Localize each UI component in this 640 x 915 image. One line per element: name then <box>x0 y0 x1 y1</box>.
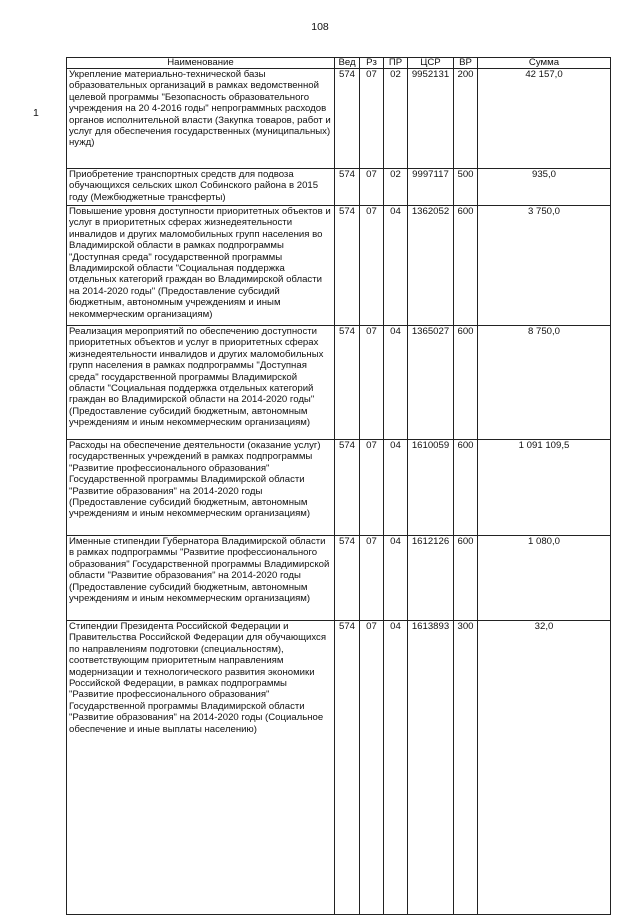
row-vr: 600 <box>454 440 478 536</box>
row-name: Реализация мероприятий по обеспечению доступности приоритетных объектов и услуг в приоритетных сферах жизнедеятельности инвалидов и других маломобильных групп населения в рамках подпрограммы "Доступная среда" государственной программы Владимирской области "Социальная поддержка отдельных категорий граждан во Владимирской области на 2014-2020 годы" (Предоставление субсидий бюджетным, автономным учреждениям и иным некоммерческим организациям) <box>67 326 335 440</box>
row-rz: 07 <box>360 440 384 536</box>
row-name: Укрепление материально-технической базы образовательных организаций в рамках ведомственной целевой программы "Безопасность образовательного учреждения на 20 4-2016 годы" непрограммных расходов органов исполнительной власти (Закупка товаров, работ и услуг для обеспечения государственных (муниципальных) нужд) <box>67 69 335 169</box>
header-rz: Рз <box>360 58 384 69</box>
row-sum: 1 080,0 <box>478 536 611 621</box>
row-csr: 9952131 <box>408 69 454 169</box>
row-pr: 04 <box>384 621 408 915</box>
row-rz: 07 <box>360 69 384 169</box>
row-name: Расходы на обеспечение деятельности (оказание услуг) государственных учреждений в рамках подпрограммы "Развитие профессионального образования" Государственной программы Владимирской области "Развитие образования" на 2014-2020 годы (Предоставление субсидий бюджетным, автономным учреждениям и иным некоммерческим организациям) <box>67 440 335 536</box>
row-vr: 500 <box>454 169 478 206</box>
header-name: Наименование <box>67 58 335 69</box>
row-csr: 1613893 <box>408 621 454 915</box>
row-csr: 1610059 <box>408 440 454 536</box>
page-number: 108 <box>311 21 329 33</box>
row-rz: 07 <box>360 536 384 621</box>
margin-mark: 1 <box>33 107 39 119</box>
header-vr: ВР <box>454 58 478 69</box>
row-rz: 07 <box>360 326 384 440</box>
table-row <box>67 69 611 169</box>
row-name: Приобретение транспортных средств для подвоза обучающихся сельских школ Собинского района в 2015 году (Межбюджетные трансферты) <box>67 169 335 206</box>
row-rz: 07 <box>360 169 384 206</box>
row-ved: 574 <box>335 440 360 536</box>
row-ved: 574 <box>335 169 360 206</box>
row-vr: 600 <box>454 206 478 326</box>
row-sum: 8 750,0 <box>478 326 611 440</box>
row-sum: 1 091 109,5 <box>478 440 611 536</box>
row-sum: 42 157,0 <box>478 69 611 169</box>
row-rz: 07 <box>360 206 384 326</box>
header-csr: ЦСР <box>408 58 454 69</box>
row-vr: 200 <box>454 69 478 169</box>
row-ved: 574 <box>335 536 360 621</box>
row-pr: 04 <box>384 536 408 621</box>
header-ved: Вед <box>335 58 360 69</box>
row-pr: 04 <box>384 326 408 440</box>
row-vr: 600 <box>454 326 478 440</box>
row-vr: 600 <box>454 536 478 621</box>
row-ved: 574 <box>335 326 360 440</box>
row-pr: 02 <box>384 69 408 169</box>
row-csr: 9997117 <box>408 169 454 206</box>
header-sum: Сумма <box>478 58 611 69</box>
table-row <box>67 536 611 621</box>
row-csr: 1365027 <box>408 326 454 440</box>
row-rz: 07 <box>360 621 384 915</box>
row-sum: 3 750,0 <box>478 206 611 326</box>
row-pr: 04 <box>384 206 408 326</box>
table-row <box>67 169 611 206</box>
row-pr: 02 <box>384 169 408 206</box>
row-name: Именные стипендии Губернатора Владимирской области в рамках подпрограммы "Развитие профессионального образования" Государственной программы Владимирской области "Развитие образования" на 2014-2020 годы (Предоставление субсидий бюджетным, автономным учреждениям и иным некоммерческим организациям) <box>67 536 335 621</box>
row-name: Стипендии Президента Российской Федерации и Правительства Российской Федерации для обучающихся по направлениям подготовки (специальностям), соответствующим приоритетным направлениям модернизации и технологического развития экономики Российской Федерации, в рамках подпрограммы "Развитие профессионального образования" Государственной программы Владимирской области "Развитие образования" на 2014-2020 годы (Социальное обеспечение и иные выплаты населению) <box>67 621 335 915</box>
row-vr: 300 <box>454 621 478 915</box>
table-row <box>67 621 611 915</box>
table-header-row <box>67 58 611 69</box>
row-sum: 32,0 <box>478 621 611 915</box>
row-sum: 935,0 <box>478 169 611 206</box>
table-row <box>67 440 611 536</box>
row-ved: 574 <box>335 69 360 169</box>
budget-table <box>66 57 611 915</box>
table-row <box>67 326 611 440</box>
row-ved: 574 <box>335 621 360 915</box>
row-csr: 1362052 <box>408 206 454 326</box>
row-pr: 04 <box>384 440 408 536</box>
row-ved: 574 <box>335 206 360 326</box>
table-row <box>67 206 611 326</box>
row-name: Повышение уровня доступности приоритетных объектов и услуг в приоритетных сферах жизнедеятельности инвалидов и других маломобильных групп населения во Владимирской области в рамках подпрограммы "Доступная среда" государственной программы Владимирской области "Социальная поддержка отдельных категорий граждан во Владимирской области на 2014-2020 годы" (Предоставление субсидий бюджетным, автономным учреждениям и иным некоммерческим организациям) <box>67 206 335 326</box>
row-csr: 1612126 <box>408 536 454 621</box>
header-pr: ПР <box>384 58 408 69</box>
